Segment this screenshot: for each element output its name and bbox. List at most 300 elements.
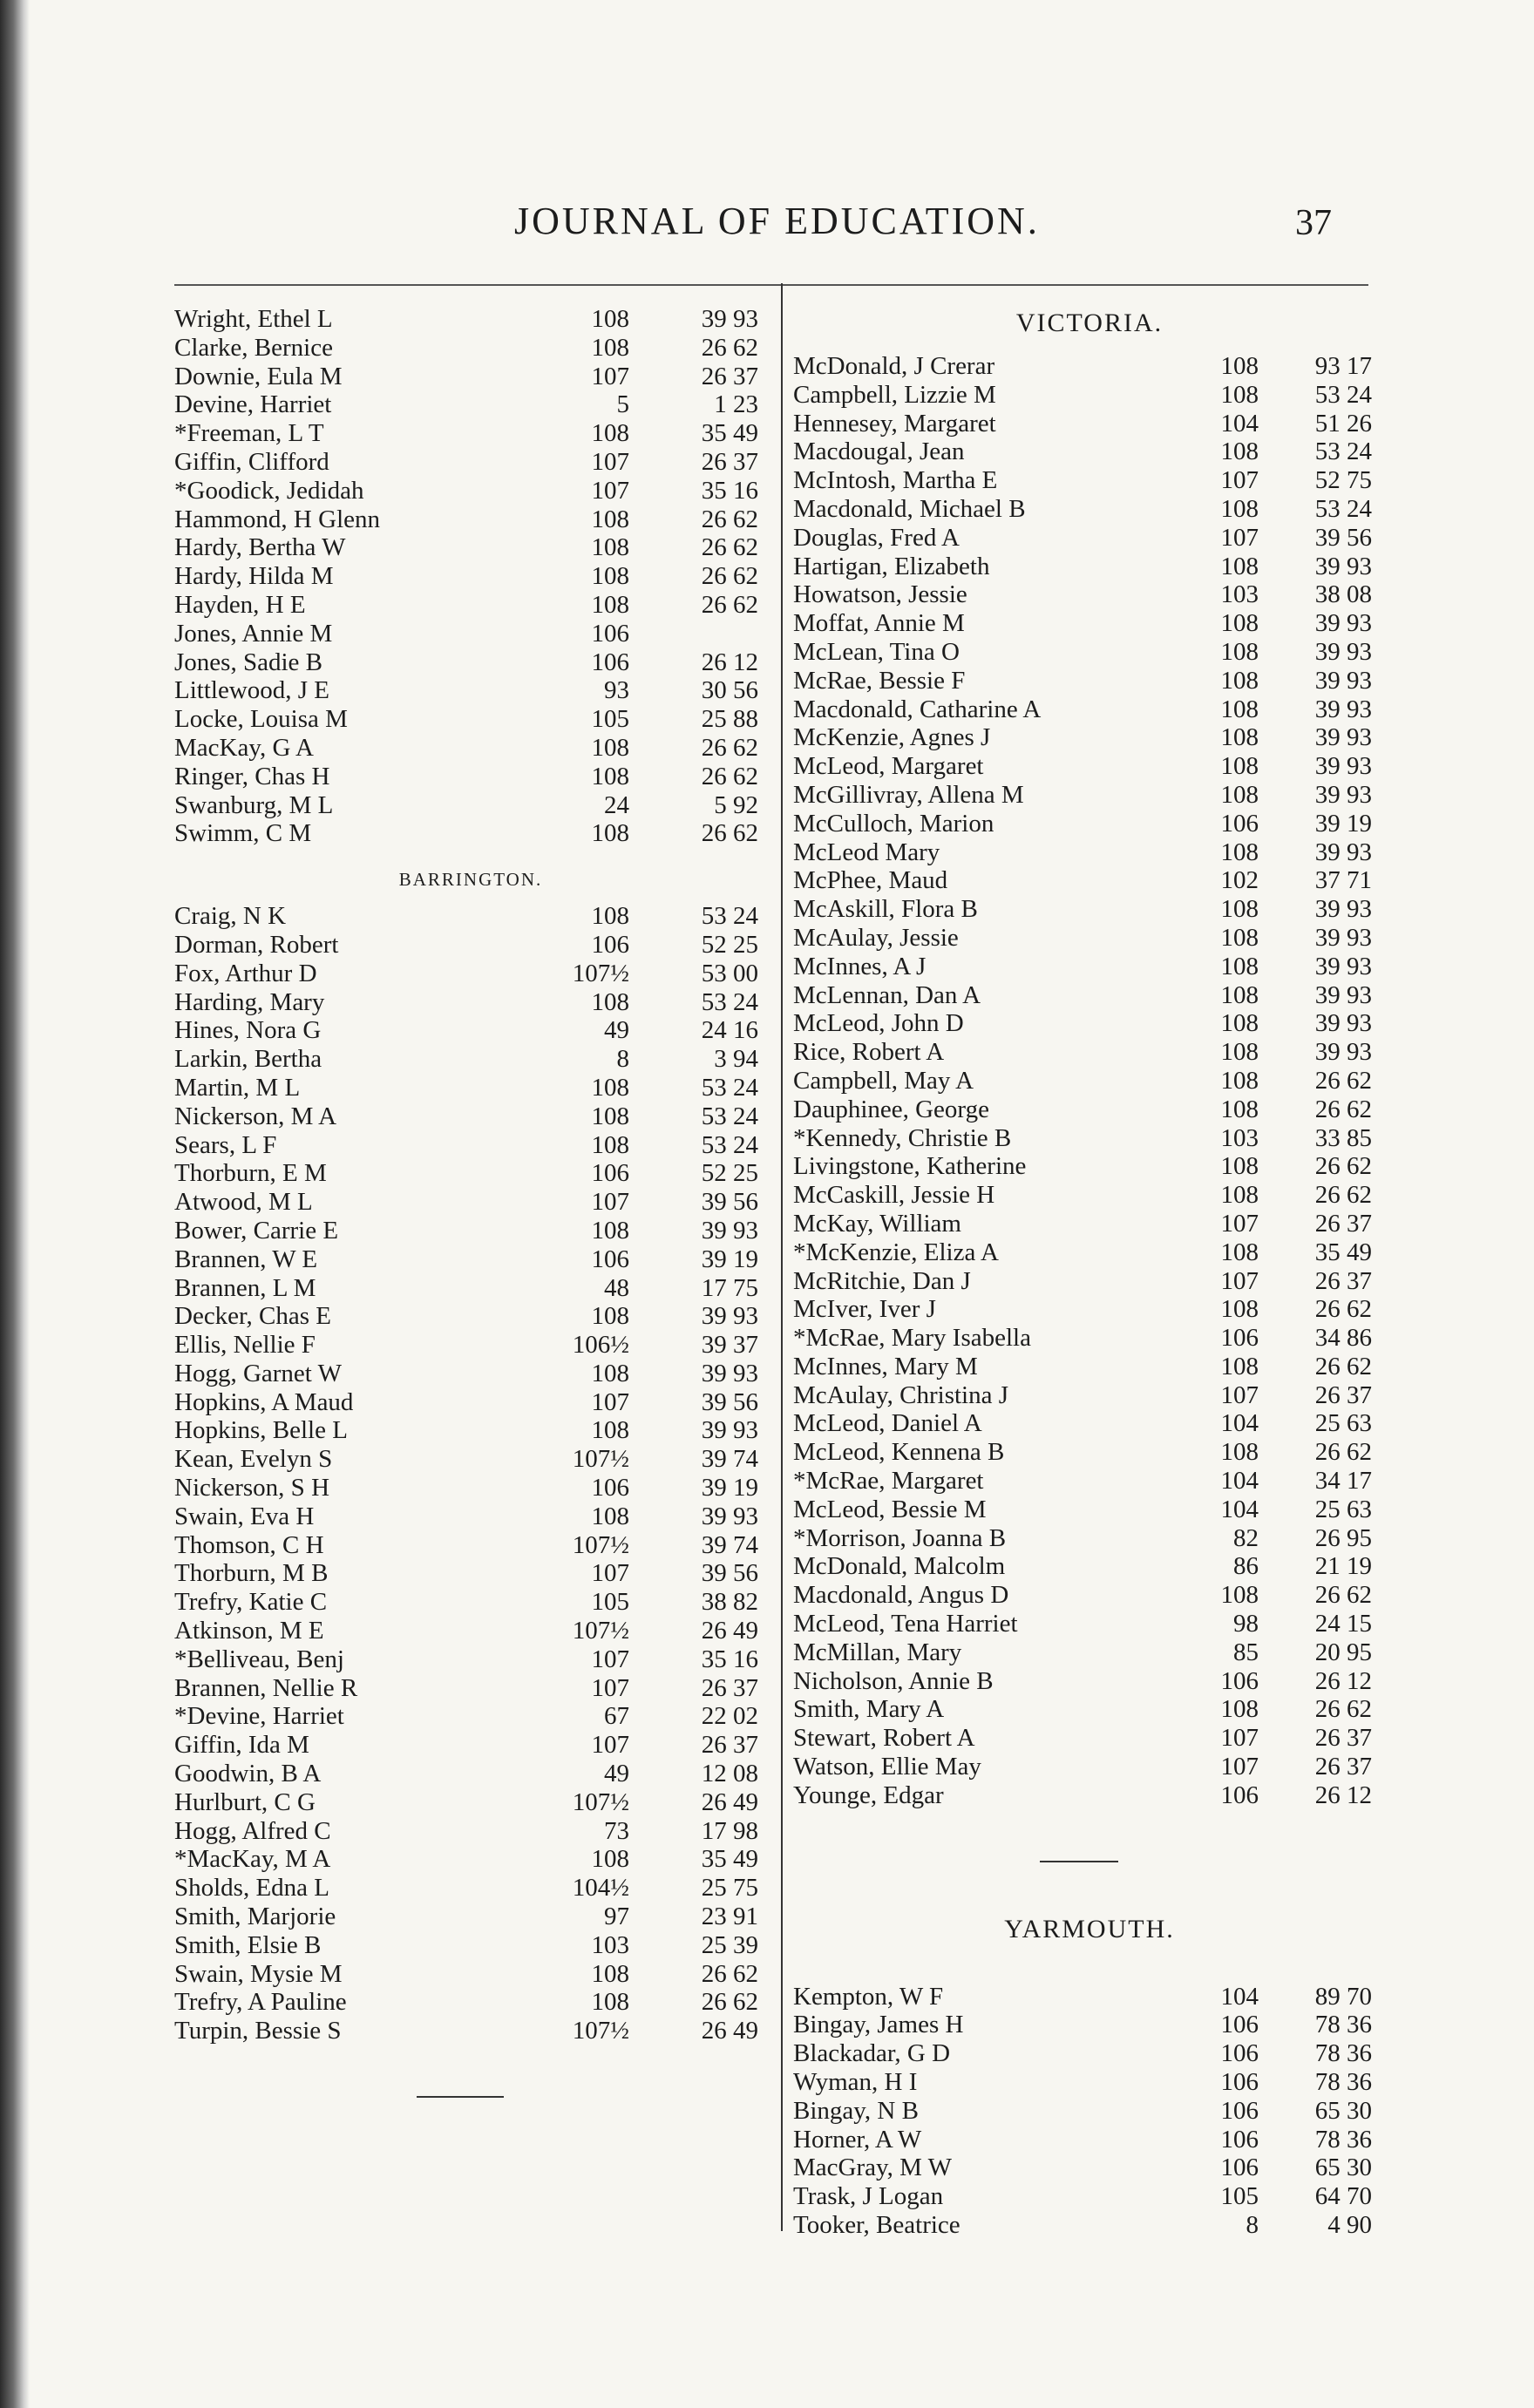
list-item bbox=[174, 1360, 767, 1388]
entry-days: 108 bbox=[1220, 838, 1259, 866]
entry-days: 107½ bbox=[572, 1787, 629, 1816]
entry-name: Swain, Eva H bbox=[174, 1502, 315, 1530]
entry-name: McLeod, John D bbox=[793, 1009, 964, 1038]
list-item bbox=[174, 763, 767, 791]
entry-name: Hopkins, Belle L bbox=[174, 1416, 348, 1445]
entry-amount: 26 49 bbox=[701, 1787, 758, 1816]
entry-amount: 39 93 bbox=[1314, 838, 1372, 866]
entry-days: 108 bbox=[1220, 637, 1259, 666]
list-item bbox=[793, 1181, 1386, 1210]
entry-amount: 39 74 bbox=[701, 1445, 758, 1474]
entry-name: Blackadar, G D bbox=[793, 2039, 951, 2068]
entry-days: 108 bbox=[1220, 552, 1259, 580]
entry-days: 108 bbox=[1220, 1581, 1259, 1610]
entry-amount: 39 56 bbox=[701, 1387, 758, 1416]
list-item bbox=[174, 591, 767, 620]
entry-name: Sears, L F bbox=[174, 1130, 277, 1159]
entry-name: Douglas, Fred A bbox=[793, 523, 960, 552]
entry-name: McDonald, J Crerar bbox=[793, 352, 995, 380]
entry-amount: 26 62 bbox=[701, 562, 758, 591]
entry-name: Hayden, H E bbox=[174, 590, 306, 619]
entry-name: *Goodick, Jedidah bbox=[174, 476, 364, 505]
entry-amount: 26 62 bbox=[1314, 1695, 1372, 1724]
entry-days: 108 bbox=[591, 419, 629, 448]
list-item bbox=[174, 305, 767, 334]
entry-days: 108 bbox=[1220, 1038, 1259, 1067]
entry-name: McRae, Bessie F bbox=[793, 666, 966, 695]
entry-amount: 39 74 bbox=[701, 1530, 758, 1559]
entry-days: 108 bbox=[591, 1359, 629, 1387]
entry-name: Bingay, James H bbox=[793, 2011, 964, 2039]
entry-name: Fox, Arthur D bbox=[174, 959, 317, 987]
entry-amount: 26 62 bbox=[701, 762, 758, 790]
list-item bbox=[793, 1496, 1386, 1524]
entry-amount: 30 56 bbox=[701, 676, 758, 705]
list-item bbox=[174, 1159, 767, 1188]
entry-amount: 24 16 bbox=[701, 1016, 758, 1045]
binding-shadow bbox=[0, 0, 30, 2408]
entry-days: 85 bbox=[1233, 1638, 1259, 1666]
entry-days: 97 bbox=[604, 1903, 629, 1931]
entry-days: 107 bbox=[591, 447, 629, 476]
entry-name: Livingstone, Katherine bbox=[793, 1152, 1027, 1181]
list-item bbox=[793, 1983, 1386, 2011]
entry-days: 73 bbox=[604, 1816, 629, 1845]
entry-amount: 26 49 bbox=[701, 2017, 758, 2045]
entry-name: Martin, M L bbox=[174, 1073, 301, 1102]
entry-days: 93 bbox=[604, 676, 629, 705]
entry-amount: 4 90 bbox=[1327, 2211, 1372, 2240]
entry-amount: 39 56 bbox=[1314, 523, 1372, 552]
entry-name: Trask, J Logan bbox=[793, 2182, 944, 2211]
list-item bbox=[793, 438, 1386, 466]
entry-amount: 39 93 bbox=[1314, 952, 1372, 980]
entry-days: 67 bbox=[604, 1702, 629, 1731]
entry-amount: 37 71 bbox=[1314, 866, 1372, 895]
entry-amount: 35 49 bbox=[1314, 1238, 1372, 1266]
entry-days: 108 bbox=[1220, 666, 1259, 695]
entry-amount: 23 91 bbox=[701, 1903, 758, 1931]
list-item bbox=[793, 2011, 1386, 2039]
entry-name: Devine, Harriet bbox=[174, 390, 332, 419]
list-item bbox=[793, 1095, 1386, 1124]
entry-days: 107 bbox=[591, 362, 629, 390]
list-item bbox=[174, 1502, 767, 1531]
entry-amount: 64 70 bbox=[1314, 2182, 1372, 2211]
page-number: 37 bbox=[1295, 203, 1332, 243]
entry-amount: 39 19 bbox=[701, 1474, 758, 1502]
entry-amount: 35 16 bbox=[701, 476, 758, 505]
entry-amount: 25 75 bbox=[701, 1874, 758, 1903]
list-item bbox=[793, 1210, 1386, 1238]
list-item bbox=[793, 2126, 1386, 2154]
list-item bbox=[174, 1131, 767, 1160]
entry-days: 108 bbox=[591, 333, 629, 362]
entry-days: 108 bbox=[591, 819, 629, 848]
list-item bbox=[174, 648, 767, 677]
list-item bbox=[174, 1988, 767, 2017]
entry-amount: 26 95 bbox=[1314, 1523, 1372, 1552]
entry-amount: 39 93 bbox=[701, 1216, 758, 1245]
entry-name: McInnes, A J bbox=[793, 952, 927, 980]
entry-name: Dorman, Robert bbox=[174, 930, 339, 959]
entry-amount: 39 93 bbox=[1314, 780, 1372, 809]
entry-days: 107 bbox=[1220, 1753, 1259, 1781]
victoria-list bbox=[793, 352, 1386, 1810]
list-item bbox=[793, 1581, 1386, 1610]
entry-name: McPhee, Maud bbox=[793, 866, 948, 895]
entry-days: 106 bbox=[591, 648, 629, 676]
list-item bbox=[793, 781, 1386, 810]
entry-days: 108 bbox=[1220, 438, 1259, 466]
list-item bbox=[174, 2017, 767, 2045]
entry-amount: 51 26 bbox=[1314, 409, 1372, 438]
entry-amount: 26 62 bbox=[1314, 1181, 1372, 1210]
entry-amount: 26 62 bbox=[1314, 1066, 1372, 1095]
entry-days: 107 bbox=[591, 1188, 629, 1217]
left-column bbox=[174, 305, 767, 2098]
entry-days: 106½ bbox=[572, 1331, 629, 1360]
list-item bbox=[174, 676, 767, 705]
entry-amount: 39 56 bbox=[701, 1559, 758, 1588]
entry-amount: 39 93 bbox=[1314, 552, 1372, 580]
list-item bbox=[174, 791, 767, 820]
entry-name: Brannen, Nellie R bbox=[174, 1673, 358, 1702]
entry-name: Harding, Mary bbox=[174, 987, 325, 1016]
list-item bbox=[174, 988, 767, 1017]
entry-amount: 21 19 bbox=[1314, 1552, 1372, 1581]
entry-name: Hardy, Hilda M bbox=[174, 562, 334, 591]
entry-amount: 38 82 bbox=[701, 1588, 758, 1617]
section-title-barrington: BARRINGTON. bbox=[398, 869, 543, 891]
entry-amount: 39 93 bbox=[1314, 609, 1372, 638]
list-item bbox=[174, 1845, 767, 1874]
list-item bbox=[793, 1695, 1386, 1724]
entry-amount: 52 25 bbox=[701, 930, 758, 959]
section-end-dash bbox=[417, 2096, 504, 2098]
entry-name: Dauphinee, George bbox=[793, 1095, 989, 1123]
entry-name: Macdonald, Angus D bbox=[793, 1581, 1009, 1610]
entry-days: 105 bbox=[1220, 2182, 1259, 2211]
entry-amount: 1 23 bbox=[714, 390, 758, 419]
entry-amount: 93 17 bbox=[1314, 352, 1372, 380]
entry-days: 108 bbox=[591, 733, 629, 762]
entry-days: 103 bbox=[1220, 580, 1259, 609]
entry-name: *Belliveau, Benj bbox=[174, 1645, 344, 1673]
entry-amount: 25 63 bbox=[1314, 1495, 1372, 1523]
list-item bbox=[793, 2211, 1386, 2240]
entry-amount: 34 86 bbox=[1314, 1324, 1372, 1353]
list-item bbox=[174, 960, 767, 988]
entry-days: 108 bbox=[591, 1988, 629, 2017]
list-item bbox=[793, 2068, 1386, 2097]
entry-name: Nickerson, M A bbox=[174, 1102, 337, 1130]
entry-amount: 26 12 bbox=[1314, 1781, 1372, 1809]
entry-days: 108 bbox=[1220, 780, 1259, 809]
list-item bbox=[793, 495, 1386, 524]
entry-amount: 17 98 bbox=[701, 1816, 758, 1845]
entry-amount: 52 75 bbox=[1314, 466, 1372, 495]
entry-name: Hammond, H Glenn bbox=[174, 505, 380, 533]
list-item bbox=[174, 1588, 767, 1617]
entry-days: 106 bbox=[1220, 2125, 1259, 2154]
entry-days: 108 bbox=[591, 987, 629, 1016]
list-item bbox=[793, 866, 1386, 895]
list-item bbox=[174, 1674, 767, 1703]
entry-days: 48 bbox=[604, 1273, 629, 1302]
entry-name: Smith, Mary A bbox=[793, 1695, 945, 1724]
list-item bbox=[174, 1416, 767, 1445]
entry-name: MacGray, M W bbox=[793, 2154, 953, 2182]
entry-name: Swimm, C M bbox=[174, 819, 312, 848]
entry-name: Turpin, Bessie S bbox=[174, 2017, 342, 2045]
list-item bbox=[793, 1409, 1386, 1438]
entry-name: McIver, Iver J bbox=[793, 1295, 936, 1324]
entry-name: McRitchie, Dan J bbox=[793, 1266, 971, 1295]
entry-days: 106 bbox=[1220, 2039, 1259, 2068]
yarmouth-list bbox=[793, 1983, 1386, 2240]
entry-days: 107 bbox=[591, 1559, 629, 1588]
entry-name: *McKenzie, Eliza A bbox=[793, 1238, 999, 1266]
entry-name: McLeod, Daniel A bbox=[793, 1409, 982, 1438]
list-item bbox=[793, 752, 1386, 781]
entry-name: Swanburg, M L bbox=[174, 790, 334, 819]
entry-days: 108 bbox=[1220, 1181, 1259, 1210]
entry-amount: 65 30 bbox=[1314, 2154, 1372, 2182]
entry-days: 107 bbox=[591, 1387, 629, 1416]
entry-days: 107½ bbox=[572, 1617, 629, 1645]
entry-name: Downie, Eula M bbox=[174, 362, 343, 390]
entry-days: 24 bbox=[604, 790, 629, 819]
entry-days: 108 bbox=[1220, 1009, 1259, 1038]
entry-amount: 26 62 bbox=[701, 590, 758, 619]
entry-amount: 53 24 bbox=[701, 1130, 758, 1159]
list-item bbox=[174, 931, 767, 960]
entry-days: 107 bbox=[591, 1645, 629, 1673]
entry-amount: 26 37 bbox=[1314, 1266, 1372, 1295]
entry-name: Trefry, Katie C bbox=[174, 1588, 328, 1617]
entry-name: Campbell, May A bbox=[793, 1066, 974, 1095]
entry-days: 107 bbox=[591, 1731, 629, 1760]
list-item bbox=[174, 1731, 767, 1760]
list-item bbox=[174, 1760, 767, 1788]
entry-days: 108 bbox=[1220, 494, 1259, 523]
entry-name: McLeod, Margaret bbox=[793, 752, 984, 781]
entry-name: Locke, Louisa M bbox=[174, 705, 348, 734]
entry-days: 86 bbox=[1233, 1552, 1259, 1581]
list-item bbox=[793, 2154, 1386, 2182]
entry-days: 103 bbox=[1220, 1123, 1259, 1152]
list-item bbox=[174, 1903, 767, 1931]
entry-amount: 24 15 bbox=[1314, 1610, 1372, 1638]
entry-days: 108 bbox=[1220, 1295, 1259, 1324]
entry-amount: 26 12 bbox=[1314, 1666, 1372, 1695]
entry-days: 5 bbox=[616, 390, 629, 419]
entry-name: Kempton, W F bbox=[793, 1982, 944, 2011]
list-item bbox=[174, 1531, 767, 1560]
entry-amount: 52 25 bbox=[701, 1159, 758, 1188]
entry-name: Nicholson, Annie B bbox=[793, 1666, 994, 1695]
entry-amount: 26 62 bbox=[1314, 1295, 1372, 1324]
list-item bbox=[793, 1009, 1386, 1038]
entry-amount: 39 93 bbox=[1314, 895, 1372, 924]
list-item bbox=[793, 2039, 1386, 2068]
entry-amount: 53 24 bbox=[1314, 380, 1372, 409]
entry-days: 108 bbox=[591, 1073, 629, 1102]
list-item bbox=[793, 1753, 1386, 1781]
list-item bbox=[174, 1188, 767, 1217]
entry-amount: 39 37 bbox=[701, 1331, 758, 1360]
list-item bbox=[174, 1217, 767, 1245]
list-item bbox=[793, 1524, 1386, 1553]
entry-amount: 39 93 bbox=[701, 1502, 758, 1530]
entry-name: Campbell, Lizzie M bbox=[793, 380, 996, 409]
list-item bbox=[793, 924, 1386, 953]
page-header bbox=[0, 199, 1534, 251]
list-item bbox=[793, 352, 1386, 381]
list-item bbox=[793, 1638, 1386, 1667]
entry-amount: 78 36 bbox=[1314, 2068, 1372, 2097]
list-item bbox=[174, 1074, 767, 1102]
entry-name: Tooker, Beatrice bbox=[793, 2211, 960, 2240]
list-item bbox=[793, 524, 1386, 553]
list-item bbox=[174, 1645, 767, 1674]
list-item bbox=[793, 1038, 1386, 1067]
entry-name: Atkinson, M E bbox=[174, 1617, 324, 1645]
entry-days: 108 bbox=[1220, 1066, 1259, 1095]
list-item bbox=[174, 390, 767, 419]
list-item bbox=[793, 723, 1386, 752]
list-item bbox=[793, 381, 1386, 410]
entry-amount: 26 62 bbox=[701, 1988, 758, 2017]
entry-amount: 78 36 bbox=[1314, 2011, 1372, 2039]
entry-days: 102 bbox=[1220, 866, 1259, 895]
list-item bbox=[793, 1610, 1386, 1638]
entry-amount: 39 93 bbox=[701, 1302, 758, 1331]
list-item bbox=[793, 1353, 1386, 1381]
entry-name: McAulay, Jessie bbox=[793, 923, 959, 952]
entry-amount: 39 93 bbox=[701, 1416, 758, 1445]
list-item bbox=[174, 363, 767, 391]
entry-days: 105 bbox=[591, 705, 629, 734]
entry-amount: 26 37 bbox=[701, 362, 758, 390]
entry-amount: 39 93 bbox=[1314, 1038, 1372, 1067]
list-item bbox=[793, 609, 1386, 638]
list-item bbox=[793, 1552, 1386, 1581]
entry-name: *McRae, Margaret bbox=[793, 1467, 984, 1496]
entry-days: 106 bbox=[1220, 1324, 1259, 1353]
entry-amount: 53 24 bbox=[1314, 438, 1372, 466]
entry-days: 106 bbox=[591, 1245, 629, 1273]
entry-name: Jones, Annie M bbox=[174, 619, 333, 648]
entry-amount: 38 08 bbox=[1314, 580, 1372, 609]
entry-amount: 78 36 bbox=[1314, 2039, 1372, 2068]
entry-amount: 26 62 bbox=[701, 1959, 758, 1988]
list-item bbox=[174, 1016, 767, 1045]
column-divider bbox=[781, 283, 783, 2231]
entry-name: MacKay, G A bbox=[174, 733, 314, 762]
entry-name: *Morrison, Joanna B bbox=[793, 1523, 1007, 1552]
entry-amount: 26 37 bbox=[701, 447, 758, 476]
entry-name: Sholds, Edna L bbox=[174, 1874, 330, 1903]
list-item bbox=[174, 533, 767, 562]
list-item bbox=[793, 838, 1386, 867]
entry-amount: 39 19 bbox=[1314, 809, 1372, 838]
entry-amount: 39 93 bbox=[1314, 980, 1372, 1009]
list-item bbox=[793, 1238, 1386, 1267]
entry-name: Wright, Ethel L bbox=[174, 305, 333, 333]
entry-name: Hopkins, A Maud bbox=[174, 1387, 354, 1416]
entry-amount: 53 24 bbox=[701, 902, 758, 931]
entry-name: Moffat, Annie M bbox=[793, 609, 965, 638]
list-item bbox=[793, 2097, 1386, 2126]
list-item bbox=[793, 466, 1386, 495]
entry-days: 108 bbox=[1220, 609, 1259, 638]
entry-name: Craig, N K bbox=[174, 902, 287, 931]
entry-amount: 25 39 bbox=[701, 1930, 758, 1959]
list-item bbox=[793, 667, 1386, 695]
entry-amount: 89 70 bbox=[1314, 1982, 1372, 2011]
entry-name: McLennan, Dan A bbox=[793, 980, 981, 1009]
entry-days: 105 bbox=[591, 1588, 629, 1617]
journal-title: JOURNAL OF EDUCATION. bbox=[514, 200, 1040, 242]
entry-amount: 35 49 bbox=[701, 1845, 758, 1874]
entry-name: McInnes, Mary M bbox=[793, 1352, 978, 1380]
entry-days: 106 bbox=[1220, 809, 1259, 838]
entry-days: 108 bbox=[591, 1216, 629, 1245]
entry-name: *MacKay, M A bbox=[174, 1845, 331, 1874]
entry-name: Bingay, N B bbox=[793, 2096, 919, 2125]
entry-name: Hurlburt, C G bbox=[174, 1787, 316, 1816]
entry-amount: 65 30 bbox=[1314, 2096, 1372, 2125]
list-item bbox=[793, 1781, 1386, 1810]
list-item bbox=[174, 1274, 767, 1303]
entry-days: 108 bbox=[1220, 1095, 1259, 1123]
entry-amount: 26 62 bbox=[701, 333, 758, 362]
entry-name: Hogg, Alfred C bbox=[174, 1816, 331, 1845]
list-item bbox=[174, 1388, 767, 1417]
entry-days: 107 bbox=[591, 1673, 629, 1702]
list-item bbox=[793, 1724, 1386, 1753]
list-item bbox=[174, 1788, 767, 1817]
list-item bbox=[174, 734, 767, 763]
entry-name: Decker, Chas E bbox=[174, 1302, 332, 1331]
list-item bbox=[174, 1245, 767, 1274]
entry-amount: 39 93 bbox=[1314, 637, 1372, 666]
entry-days: 106 bbox=[1220, 2068, 1259, 2097]
entry-days: 103 bbox=[591, 1930, 629, 1959]
entry-name: McDonald, Malcolm bbox=[793, 1552, 1006, 1581]
entry-name: Macdonald, Michael B bbox=[793, 494, 1026, 523]
entry-days: 106 bbox=[1220, 2011, 1259, 2039]
right-column bbox=[793, 305, 1386, 2240]
entry-name: *Kennedy, Christie B bbox=[793, 1123, 1012, 1152]
list-item bbox=[174, 562, 767, 591]
entry-name: Hartigan, Elizabeth bbox=[793, 552, 990, 580]
list-item bbox=[793, 1067, 1386, 1095]
entry-days: 108 bbox=[1220, 1152, 1259, 1181]
entry-days: 108 bbox=[1220, 895, 1259, 924]
entry-days: 106 bbox=[591, 1474, 629, 1502]
entry-name: McKay, William bbox=[793, 1209, 961, 1238]
entry-days: 8 bbox=[616, 1045, 629, 1074]
entry-days: 107½ bbox=[572, 1445, 629, 1474]
entry-amount: 53 24 bbox=[1314, 494, 1372, 523]
list-item bbox=[174, 819, 767, 848]
entry-amount: 26 49 bbox=[701, 1617, 758, 1645]
entry-name: *Freeman, L T bbox=[174, 419, 324, 448]
list-item bbox=[793, 695, 1386, 724]
